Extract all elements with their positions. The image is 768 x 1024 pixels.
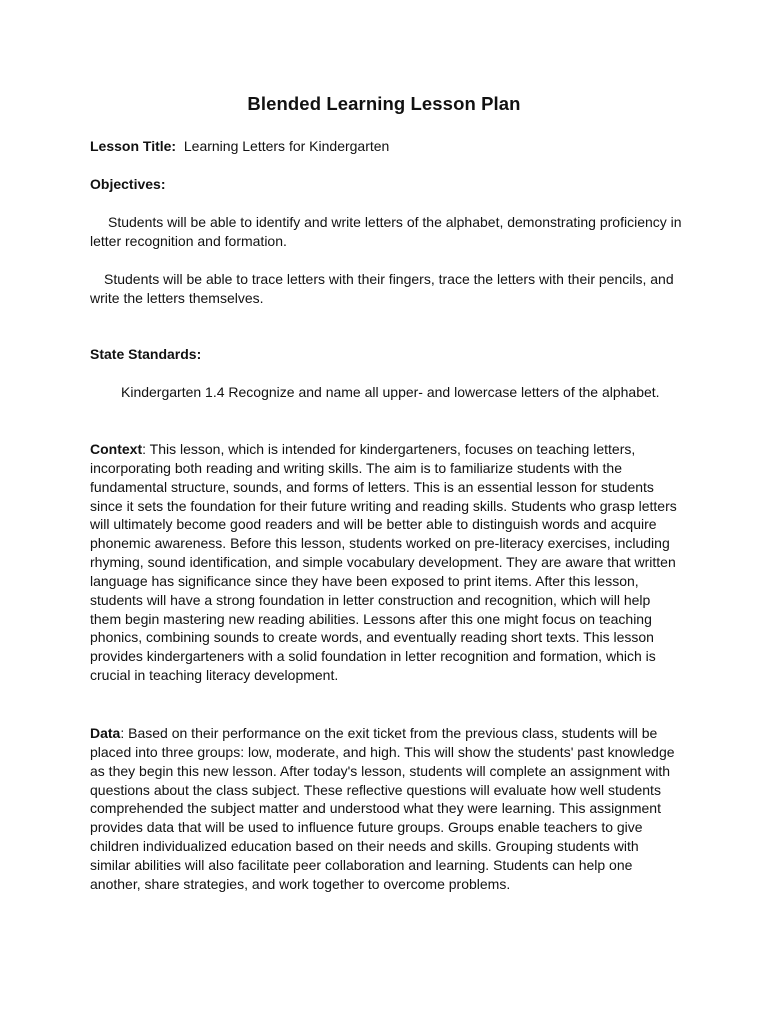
context-text: : This lesson, which is intended for kindergarteners, focuses on teaching letters, incorporating both reading and writing skills. The aim is to familiarize students with the fundamental structure, sounds, and forms of letters. This is an essential lesson for students since it sets the foundation for their future writing and reading skills. Students who grasp letters will ultimately become good readers and will be better able to distinguish words and acquire phonemic awareness. Before this lesson, students worked on pre-literacy exercises, including rhyming, sound identification, and simple vocabulary development. They are aware that written language has significance since they have been exposed to print items. After this lesson, students will have a strong foundation in letter construction and recognition, which will help them begin mastering new reading abilities. Lessons after this one might focus on teaching phonics, combining sounds to create words, and eventually reading short texts. This lesson provides kindergarteners with a solid foundation in letter recognition and formation, which is crucial in teaching literacy development.: [90, 441, 677, 684]
data-paragraph: [90, 724, 682, 894]
data-text: : Based on their performance on the exit ticket from the previous class, students will be placed into three groups: low, moderate, and high. This will show the students' past knowledge as they begin this new lesson. After today's lesson, students will complete an assignment with questions about the class subject. These reflective questions will evaluate how well students comprehended the subject matter and understood what they were learning. This assignment provides data that will be used to influence future groups. Groups enable teachers to give children individualized education based on their needs and skills. Grouping students with similar abilities will also facilitate peer collaboration and learning. Students can help one another, share strategies, and work together to overcome problems.: [90, 725, 675, 892]
objective-text-2: Students will be able to trace letters with their fingers, trace the letters with their pencils, and write the letters themselves.: [90, 271, 674, 306]
state-standards-heading: State Standards:: [90, 346, 202, 362]
context-label: Context: [90, 441, 143, 457]
objective-text-1: Students will be able to identify and write letters of the alphabet, demonstrating proficiency in letter recognition and formation.: [90, 214, 682, 249]
objective-paragraph-2: [90, 270, 682, 308]
lesson-title-label: Lesson Title:: [90, 138, 177, 154]
objective-paragraph-1: [90, 213, 682, 251]
data-label: Data: [90, 725, 121, 741]
lesson-title-line: [90, 137, 389, 156]
objectives-heading: Objectives:: [90, 176, 166, 192]
document-title: Blended Learning Lesson Plan: [247, 93, 521, 114]
context-paragraph: [90, 440, 682, 685]
lesson-title-value: Learning Letters for Kindergarten: [183, 138, 390, 154]
state-standard-item: Kindergarten 1.4 Recognize and name all upper- and lowercase letters of the alphabet.: [121, 384, 660, 400]
